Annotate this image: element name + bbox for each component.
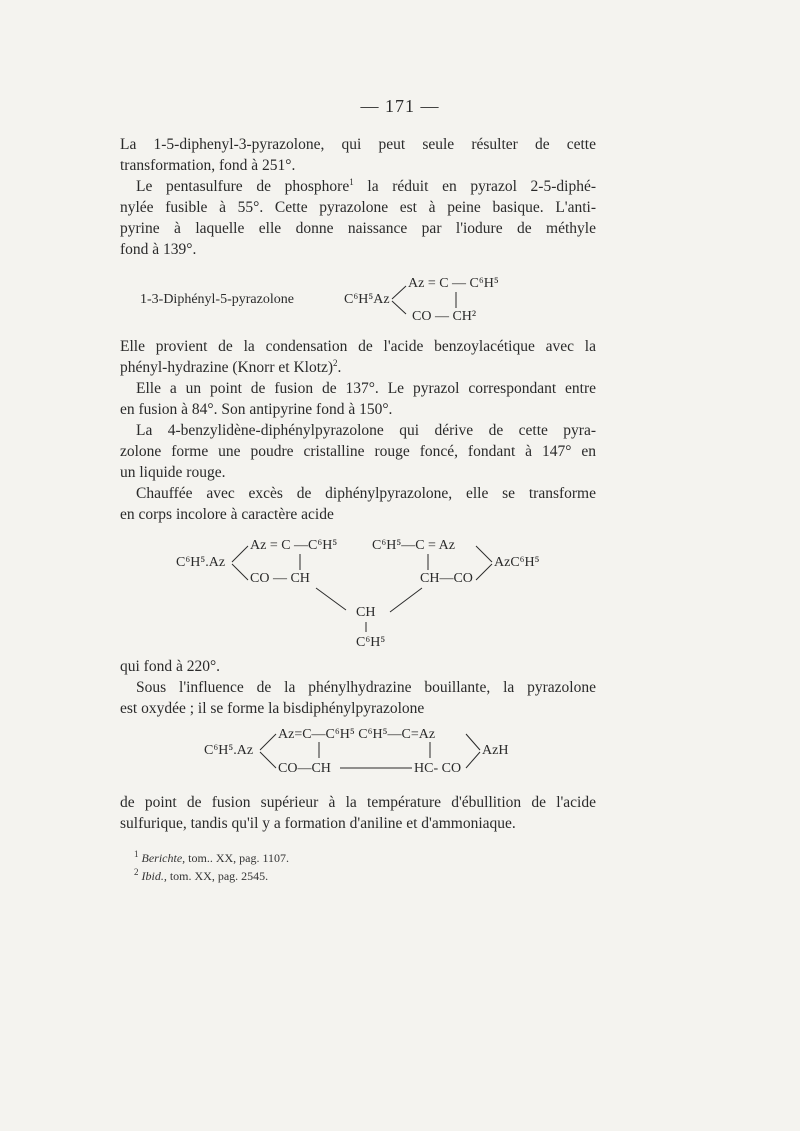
bond-line bbox=[232, 546, 248, 562]
page-number: — 171 — bbox=[360, 96, 440, 116]
text-line bbox=[120, 176, 596, 197]
text-line: qui fond à 220°. bbox=[120, 658, 221, 675]
text-line: est oxydée ; il se forme la bisdiphénylpyrazolone bbox=[120, 700, 425, 717]
formula-1-name: 1-3-Diphényl-5-pyrazolone bbox=[140, 292, 294, 307]
paragraph-7 bbox=[120, 656, 596, 677]
paragraph-2 bbox=[120, 176, 596, 260]
bond-line bbox=[392, 286, 406, 299]
bond-line bbox=[260, 752, 276, 768]
text-line: en fusion à 84°. Son antipyrine fond à 150°. bbox=[120, 401, 393, 418]
paragraph-9 bbox=[120, 792, 596, 834]
bond-line bbox=[476, 564, 492, 580]
bond-line bbox=[466, 734, 480, 750]
footnote-mark: 2 bbox=[134, 867, 139, 877]
formula-3-left: C⁶H⁵.Az bbox=[204, 743, 254, 758]
formula-2-right: AzC⁶H⁵ bbox=[494, 555, 540, 570]
bond-line bbox=[466, 752, 480, 768]
bond-line bbox=[260, 734, 276, 750]
footnote-mark: 1 bbox=[134, 849, 139, 859]
formula-3-right: AzH bbox=[482, 743, 509, 758]
formula-1-left: C⁶H⁵Az bbox=[344, 292, 390, 307]
formula-1-svg bbox=[140, 268, 560, 328]
paragraph-6 bbox=[120, 483, 596, 525]
formula-2-bottom-left: CO — CH bbox=[250, 571, 310, 586]
text-line: de point de fusion supérieur à la température d'ébullition de l'acide bbox=[120, 794, 596, 811]
bond-line bbox=[232, 564, 248, 580]
formula-2-svg bbox=[176, 532, 596, 652]
footnote-source: Ibid., bbox=[141, 869, 167, 883]
text-line: en corps incolore à caractère acide bbox=[120, 506, 334, 523]
text-line: fond à 139°. bbox=[120, 241, 197, 258]
text-line: phényl-hydrazine (Knorr et Klotz)$^2$. bbox=[120, 357, 342, 376]
text-line: Chauffée avec excès de diphénylpyrazolone, elle se transforme bbox=[136, 485, 596, 502]
formula-2-top-left: Az = C —C⁶H⁵ bbox=[250, 538, 338, 553]
formula-1-bottom: CO — CH² bbox=[412, 309, 477, 324]
paragraph-8 bbox=[120, 677, 596, 719]
text-line: nylée fusible à 55°. Cette pyrazolone est à peine basique. L'anti- bbox=[120, 199, 596, 216]
formula-2-left: C⁶H⁵.Az bbox=[176, 555, 226, 570]
paragraph-5 bbox=[120, 420, 596, 483]
bond-line bbox=[476, 546, 492, 562]
paragraph-3 bbox=[120, 336, 596, 378]
formula-3-top: Az=C—C⁶H⁵ C⁶H⁵—C=Az bbox=[278, 727, 436, 742]
formula-2 bbox=[176, 532, 596, 652]
paragraph-1 bbox=[120, 134, 596, 176]
footnote-1 bbox=[134, 850, 289, 866]
text-line: un liquide rouge. bbox=[120, 464, 226, 481]
paragraph-4 bbox=[120, 378, 596, 420]
formula-2-bottom-right: CH—CO bbox=[420, 571, 473, 586]
formula-3-svg bbox=[204, 724, 564, 784]
formula-1 bbox=[140, 268, 560, 328]
formula-3-bottom-right: HC- CO bbox=[414, 761, 462, 776]
text-line: zolone forme une poudre cristalline rouge foncé, fondant à 147° en bbox=[120, 443, 596, 460]
text-fragment: Le pentasulfure de phosphore bbox=[136, 178, 350, 195]
formula-2-top-right: C⁶H⁵—C = Az bbox=[372, 538, 455, 553]
bond-line bbox=[316, 588, 346, 610]
footnote-2 bbox=[134, 868, 268, 884]
footnote-ref-2: 2 bbox=[333, 357, 338, 368]
bond-line bbox=[392, 301, 406, 314]
text-line: transformation, fond à 251°. bbox=[120, 157, 296, 174]
footnote-ref: tom. XX, pag. 2545. bbox=[169, 869, 269, 883]
formula-3-bottom-left: CO—CH bbox=[278, 761, 331, 776]
text-line: sulfurique, tandis qu'il y a formation d'aniline et d'ammoniaque. bbox=[120, 815, 516, 832]
text-line: pyrine à laquelle elle donne naissance par l'iodure de méthyle bbox=[120, 220, 596, 237]
text-line: Sous l'influence de la phénylhydrazine bouillante, la pyrazolone bbox=[136, 679, 596, 696]
text-line: Elle a un point de fusion de 137°. Le pyrazol correspondant entre bbox=[136, 380, 596, 397]
text-line: La 4-benzylidène-diphénylpyrazolone qui dérive de cette pyra- bbox=[136, 422, 596, 439]
formula-1-top: Az = C — C⁶H⁵ bbox=[408, 276, 499, 291]
formula-3 bbox=[204, 724, 564, 784]
bond-line bbox=[390, 588, 422, 612]
text-fragment: phényl-hydrazine (Knorr et Klotz) bbox=[120, 359, 334, 376]
footnote-ref: tom.. XX, pag. 1107. bbox=[188, 851, 290, 865]
text-line: La 1-5-diphenyl-3-pyrazolone, qui peut seule résulter de cette bbox=[120, 136, 596, 153]
text-fragment: la réduit en pyrazol 2-5-diphé- bbox=[353, 178, 596, 195]
formula-2-center-sub: C⁶H⁵ bbox=[356, 635, 386, 650]
formula-2-center: CH bbox=[356, 605, 376, 620]
footnote-source: Berichte, bbox=[141, 851, 186, 865]
text-line: Elle provient de la condensation de l'acide benzoylacétique avec la bbox=[120, 338, 596, 355]
footnote-ref-1: 1 bbox=[349, 176, 354, 187]
